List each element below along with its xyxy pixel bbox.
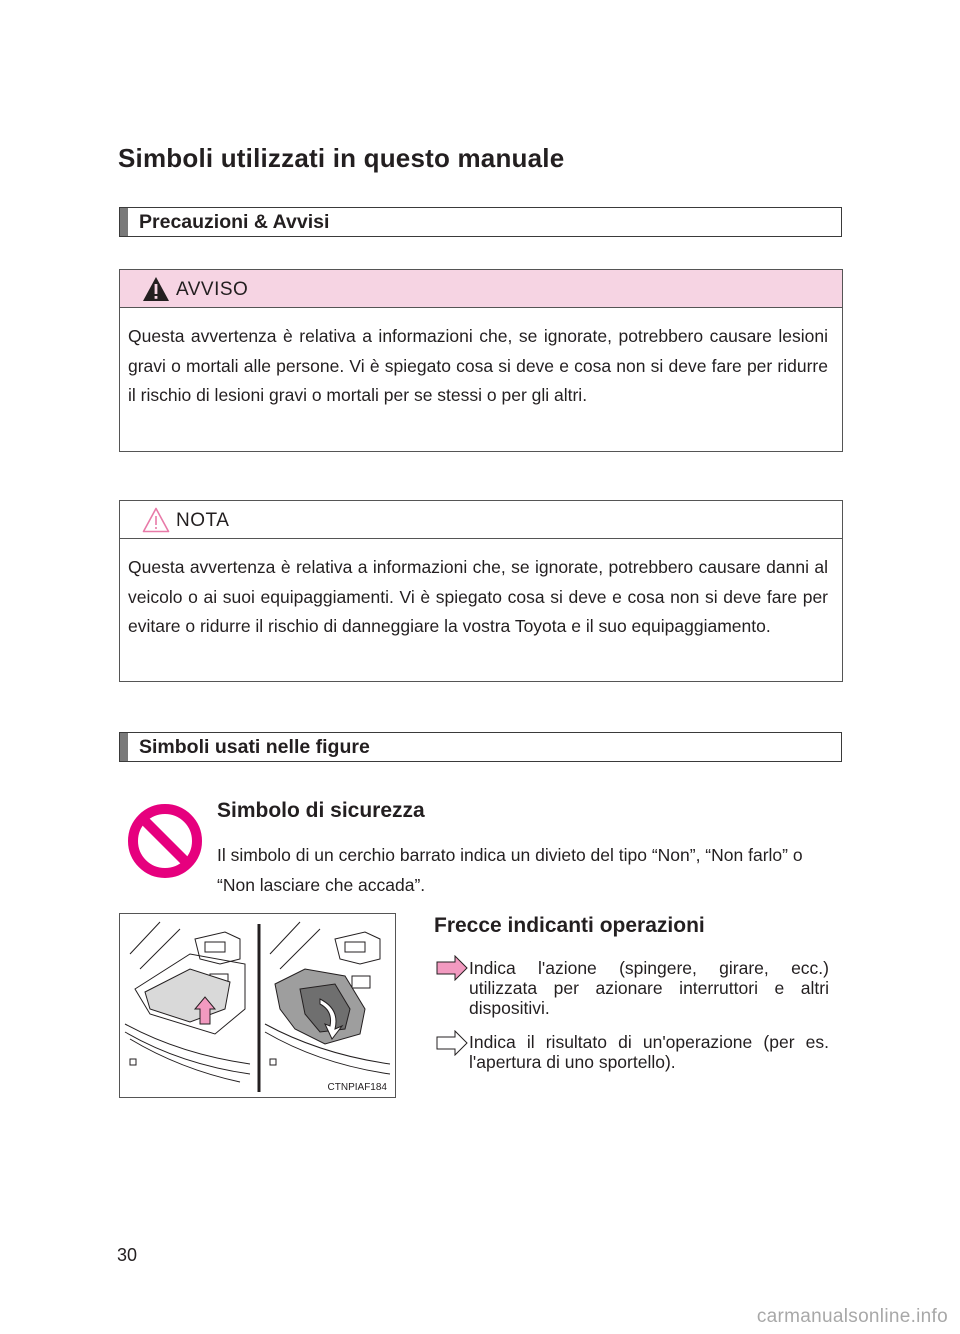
page-title: Simboli utilizzati in questo manuale — [118, 143, 565, 173]
watermark: carmanualsonline.info — [756, 1306, 948, 1327]
page-number: 30 — [117, 1245, 138, 1265]
warning-text: Questa avvertenza è relativa a informazioni che, se ignorate, potrebbero causare lesioni gravi o mortali alle persone. Vi è spiegato cosa si deve e cosa non si deve fare per ridurre il rischio di lesioni gravi o mortali per se stessi o per gli altri. — [128, 326, 828, 405]
car-overhead-console-illustration — [120, 914, 396, 1098]
section-label: Simboli usati nelle figure — [139, 736, 370, 758]
warning-triangle-outline-icon — [141, 506, 171, 534]
note-text: Questa avvertenza è relativa a informazioni che, se ignorate, potrebbero causare danni al veicolo o ai suoi equipaggiamenti. Vi è spiegato cosa si deve e cosa non si deve fare per evitare o ridurre il rischio di danneggiare la vostra Toyota e il suo equipaggiamento. — [128, 557, 828, 636]
arrows-title: Frecce indicanti operazioni — [434, 914, 705, 937]
safety-symbol-title: Simbolo di sicurezza — [217, 799, 425, 822]
section-stripe — [120, 208, 128, 236]
warning-heading: AVVISO — [176, 279, 249, 300]
operation-figure — [119, 913, 396, 1098]
note-box — [119, 500, 843, 682]
warning-triangle-filled-icon — [141, 275, 171, 303]
safety-symbol-text: Il simbolo di un cerchio barrato indica un divieto del tipo “Non”, “Non farlo” o “Non lasciare che accada”. — [217, 845, 803, 895]
prohibition-icon — [127, 803, 203, 879]
section-label: Precauzioni & Avvisi — [139, 211, 330, 233]
warning-box — [119, 269, 843, 452]
section-header-figure-symbols — [119, 732, 842, 762]
figure-code: CTNPIAF184 — [327, 1082, 387, 1093]
section-stripe — [120, 733, 128, 761]
warning-box-header — [120, 270, 842, 308]
note-heading: NOTA — [176, 510, 230, 531]
pink-arrow-icon — [436, 955, 468, 981]
arrow-desc-result: Indica il risultato di un'operazione (per es. l'apertura di uno sportello). — [469, 1032, 829, 1072]
note-box-header — [120, 501, 842, 539]
section-header-precautions — [119, 207, 842, 237]
arrow-desc-action: Indica l'azione (spingere, girare, ecc.) utilizzata per azionare interruttori e altri dispositivi. — [469, 958, 829, 1018]
outline-arrow-icon — [436, 1030, 468, 1056]
